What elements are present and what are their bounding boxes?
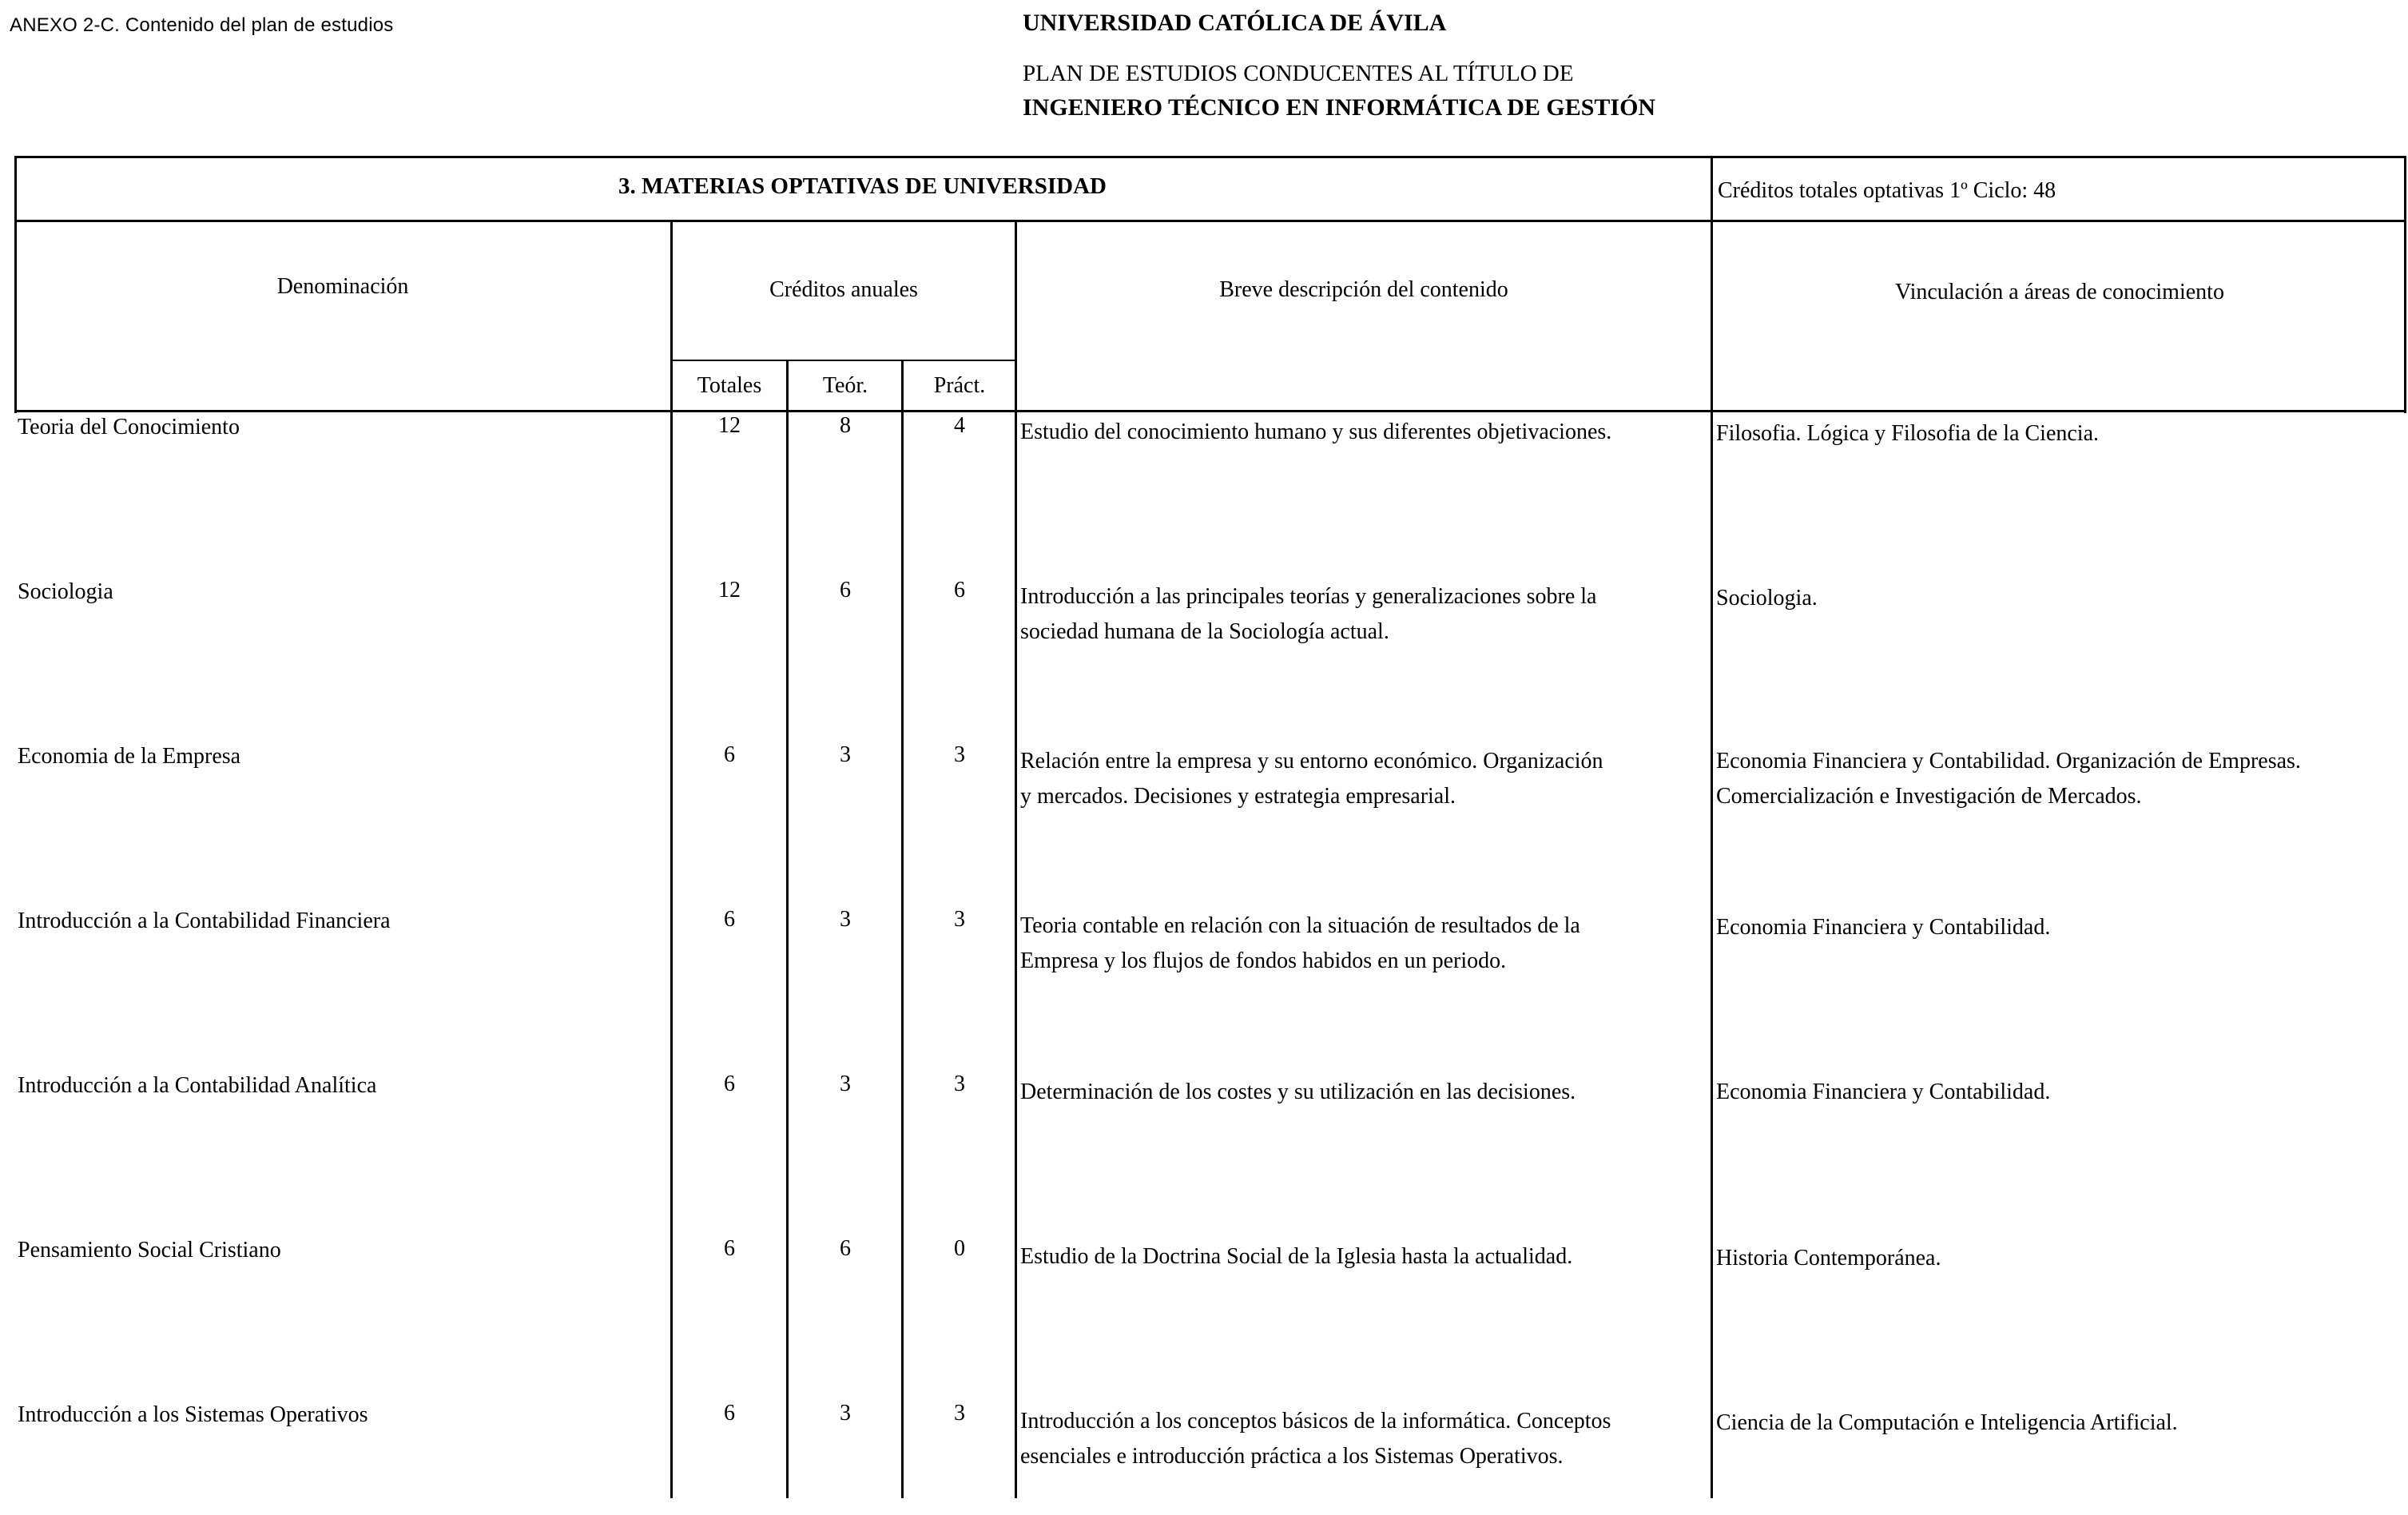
header-vinculacion: Vinculación a áreas de conocimiento (1895, 280, 2224, 304)
row-4-teor: 3 (840, 907, 851, 932)
row-7-pract: 3 (954, 1401, 965, 1426)
row-3-name: Economia de la Empresa (18, 744, 241, 769)
row-3-area-line1: Economia Financiera y Contabilidad. Organización de Empresas. (1716, 749, 2301, 773)
row-6-pract: 0 (954, 1236, 965, 1261)
degree-title: INGENIERO TÉCNICO EN INFORMÁTICA DE GESTIÓN (1023, 94, 1656, 121)
row-2-area-line1: Sociologia. (1716, 586, 1818, 610)
table-top-border (14, 156, 2406, 158)
annex-label: ANEXO 2-C. Contenido del plan de estudios (10, 14, 394, 36)
row-6-name: Pensamiento Social Cristiano (18, 1238, 281, 1262)
row-7-desc-line2: esenciales e introducción práctica a los Sistemas Operativos. (1020, 1444, 1564, 1469)
row-2-name: Sociologia (18, 579, 113, 604)
row-1-pract: 4 (954, 413, 965, 438)
row-2-desc-line1: Introducción a las principales teorías y generalizaciones sobre la (1020, 584, 1597, 609)
row-4-name: Introducción a la Contabilidad Financiera (18, 909, 391, 933)
row-2-totales: 12 (718, 578, 741, 602)
row-4-totales: 6 (724, 907, 735, 932)
title-row-border (14, 220, 2406, 222)
row-4-pract: 3 (954, 907, 965, 932)
header-denominacion: Denominación (276, 274, 409, 299)
row-5-name: Introducción a la Contabilidad Analítica (18, 1073, 377, 1098)
row-4-desc-line1: Teoria contable en relación con la situación de resultados de la (1020, 913, 1580, 938)
row-7-area-line1: Ciencia de la Computación e Inteligencia Artificial. (1716, 1410, 2178, 1435)
row-5-totales: 6 (724, 1072, 735, 1096)
credits-subheader-border (671, 360, 1016, 361)
row-4-area-line1: Economia Financiera y Contabilidad. (1716, 915, 2051, 940)
row-3-desc-line1: Relación entre la empresa y su entorno económico. Organización (1020, 749, 1603, 773)
header-pract: Práct. (933, 373, 986, 398)
university-name: UNIVERSIDAD CATÓLICA DE ÁVILA (1023, 10, 1447, 36)
row-2-teor: 6 (840, 578, 851, 602)
row-1-totales: 12 (718, 413, 741, 438)
row-7-name: Introducción a los Sistemas Operativos (18, 1402, 368, 1427)
row-3-area-line2: Comercialización e Investigación de Mercados. (1716, 784, 2142, 809)
optional-subjects-table (14, 156, 2406, 1514)
row-3-teor: 3 (840, 742, 851, 767)
row-6-area-line1: Historia Contemporánea. (1716, 1246, 1941, 1270)
row-5-teor: 3 (840, 1072, 851, 1096)
row-5-area-line1: Economia Financiera y Contabilidad. (1716, 1080, 2051, 1104)
row-1-teor: 8 (840, 413, 851, 438)
header-creditos-anuales: Créditos anuales (769, 277, 918, 302)
row-1-area-line1: Filosofia. Lógica y Filosofia de la Ciencia. (1716, 421, 2100, 446)
section-title: 3. MATERIAS OPTATIVAS DE UNIVERSIDAD (618, 173, 1107, 199)
row-2-desc-line2: sociedad humana de la Sociología actual. (1020, 619, 1389, 644)
row-3-totales: 6 (724, 742, 735, 767)
header-totales: Totales (697, 373, 762, 398)
row-5-pract: 3 (954, 1072, 965, 1096)
row-4-desc-line2: Empresa y los flujos de fondos habidos en un periodo. (1020, 948, 1507, 973)
row-6-teor: 6 (840, 1236, 851, 1261)
header-bottom-border (14, 410, 2406, 412)
row-6-desc-line1: Estudio de la Doctrina Social de la Iglesia hasta la actualidad. (1020, 1244, 1573, 1269)
row-3-pract: 3 (954, 742, 965, 767)
row-6-totales: 6 (724, 1236, 735, 1261)
row-1-name: Teoria del Conocimiento (18, 415, 240, 439)
header-descripcion: Breve descripción del contenido (1219, 277, 1508, 302)
col-divider-desc (1711, 156, 1713, 1498)
row-7-desc-line1: Introducción a los conceptos básicos de la informática. Conceptos (1020, 1409, 1611, 1433)
total-credits-label: Créditos totales optativas 1º Ciclo: 48 (1718, 178, 2056, 203)
row-7-teor: 3 (840, 1401, 851, 1426)
row-1-desc-line1: Estudio del conocimiento humano y sus diferentes objetivaciones. (1020, 420, 1612, 444)
row-5-desc-line1: Determinación de los costes y su utilización en las decisiones. (1020, 1080, 1576, 1104)
row-7-totales: 6 (724, 1401, 735, 1426)
row-2-pract: 6 (954, 578, 965, 602)
plan-heading: PLAN DE ESTUDIOS CONDUCENTES AL TÍTULO DE (1023, 61, 1574, 86)
header-teor: Teór. (822, 373, 868, 398)
row-3-desc-line2: y mercados. Decisiones y estrategia empresarial. (1020, 784, 1456, 809)
